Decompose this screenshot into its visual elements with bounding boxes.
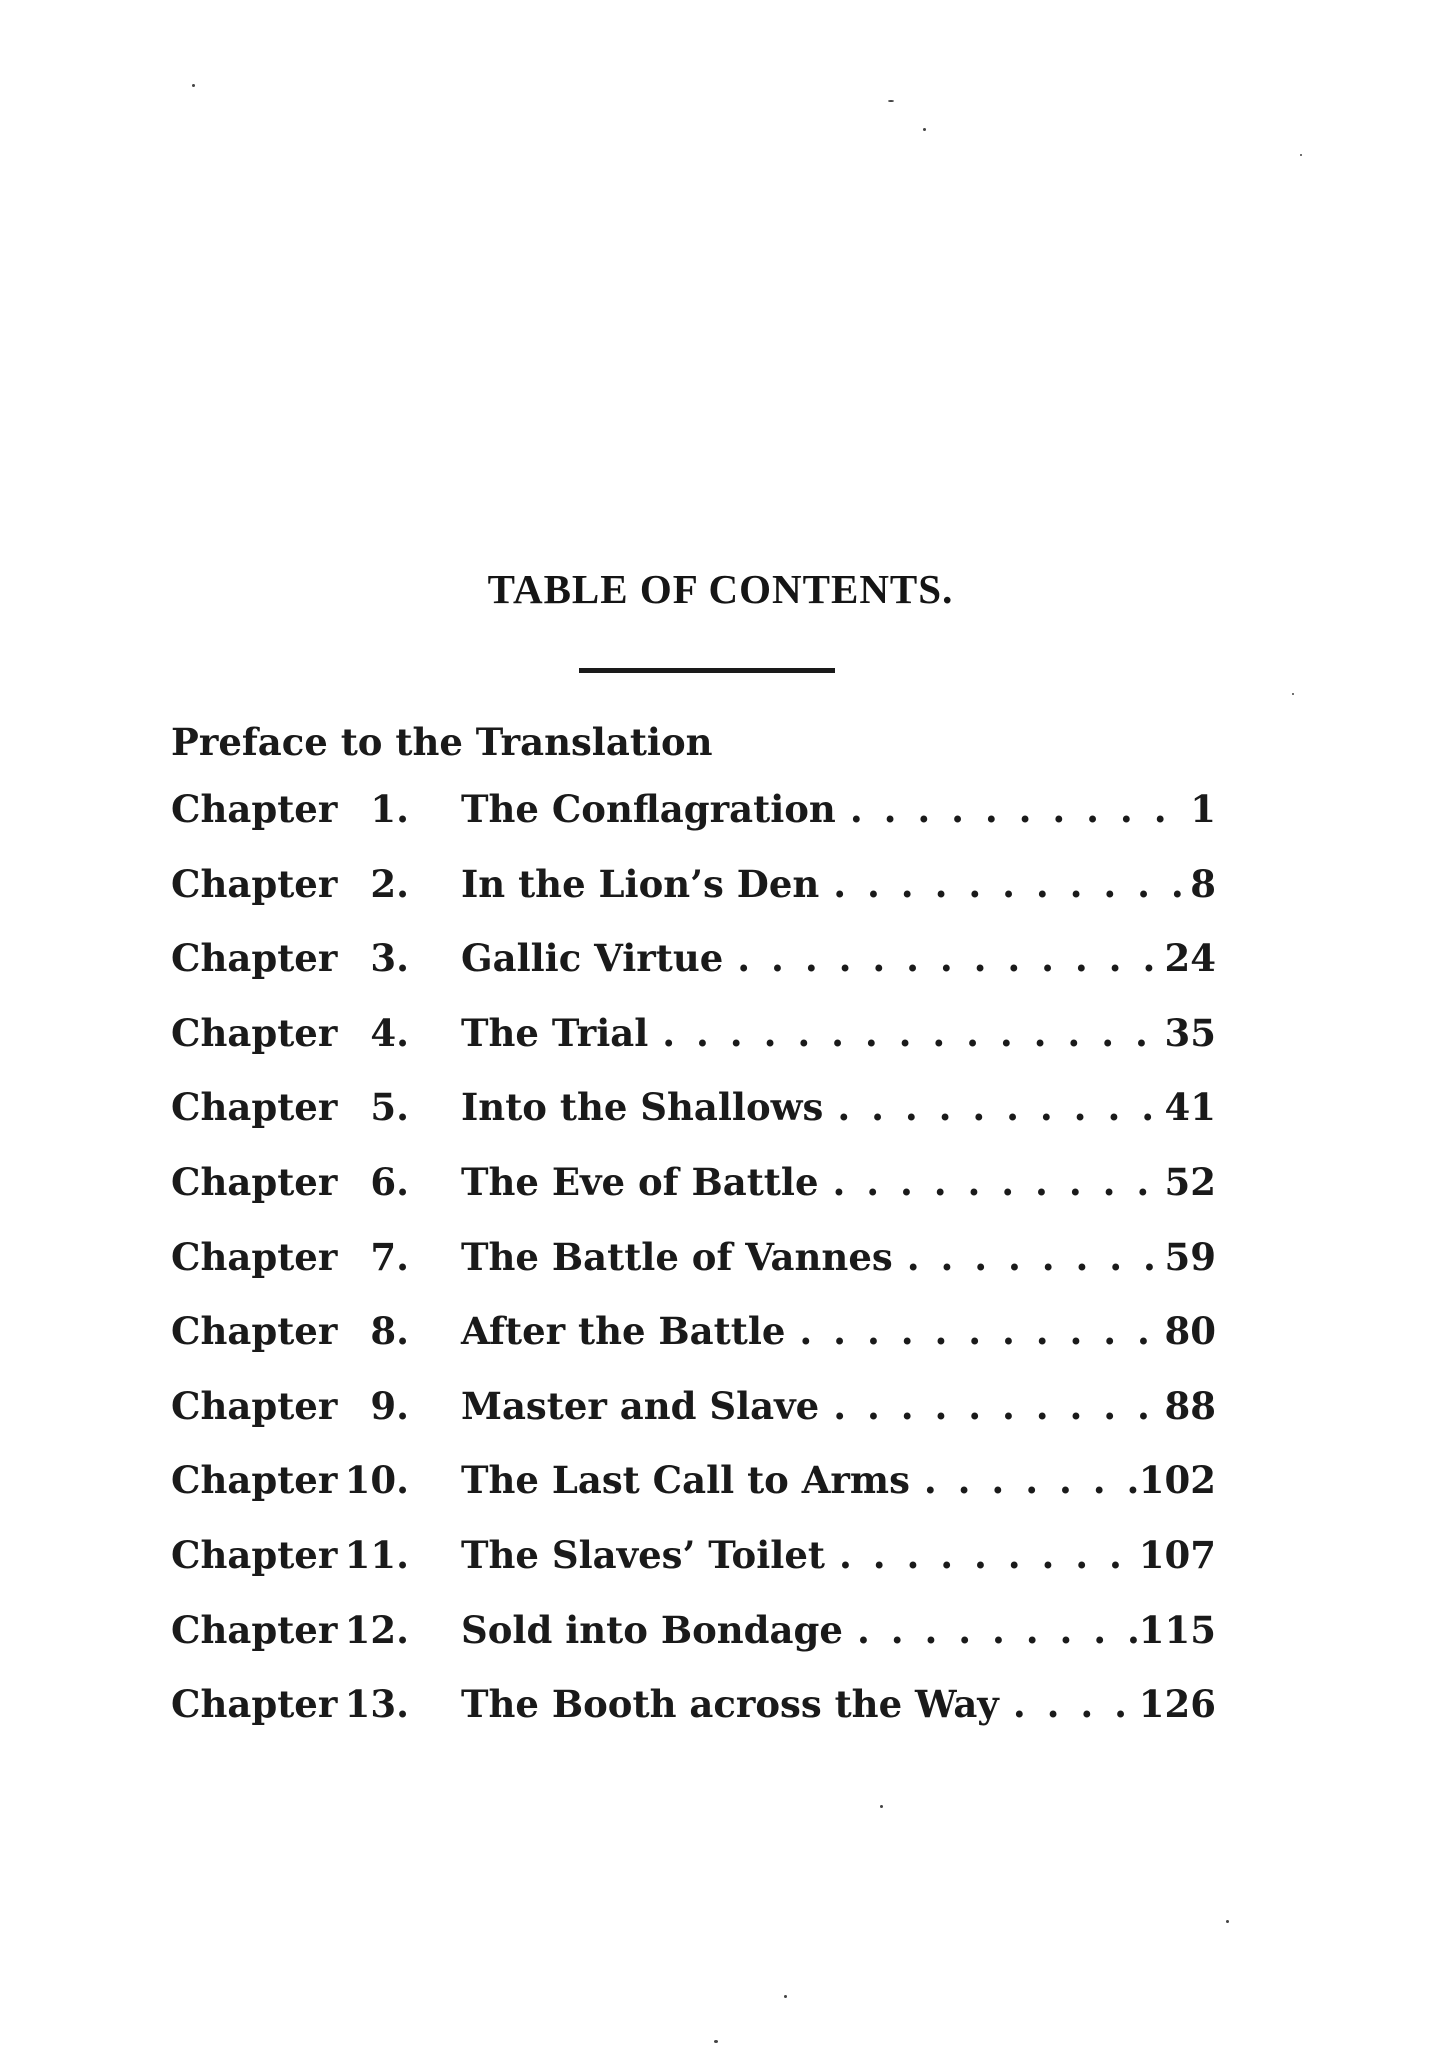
chapter-label: Chapter [171, 1532, 338, 1577]
chapter-number: 1. [370, 787, 409, 831]
chapter-number: 5. [370, 1085, 409, 1130]
chapter-entry-2[interactable] [171, 847, 1216, 922]
chapter-title: The Slaves’ Toilet [461, 1532, 825, 1577]
dot-leader [823, 1070, 1164, 1145]
chapter-number: 4. [370, 1010, 409, 1055]
page-number: 1 [1190, 787, 1216, 831]
scan-speck [784, 1995, 787, 1998]
scan-speck [1300, 154, 1302, 156]
scan-speck [888, 100, 894, 102]
chapter-label: Chapter [171, 936, 338, 981]
chapter-list [171, 772, 1216, 1742]
page-number: 115 [1138, 1607, 1216, 1652]
chapter-title: The Conflagration [461, 787, 836, 831]
chapter-title: Gallic Virtue [461, 936, 724, 981]
dot-leader [910, 1443, 1139, 1518]
page-number: 80 [1164, 1309, 1216, 1354]
dot-leader [836, 772, 1190, 847]
dot-leader [999, 1667, 1139, 1742]
chapter-title: The Trial [461, 1010, 649, 1055]
chapter-title: Sold into Bondage [461, 1607, 843, 1652]
chapter-number: 13. [344, 1682, 409, 1727]
chapter-entry-10[interactable] [171, 1443, 1216, 1518]
dot-leader [648, 996, 1164, 1071]
chapter-title: The Last Call to Arms [461, 1458, 910, 1503]
chapter-number: 8. [370, 1309, 409, 1354]
chapter-label: Chapter [171, 1085, 338, 1130]
dot-leader [818, 1145, 1164, 1220]
chapter-title: The Battle of Vannes [461, 1234, 893, 1279]
chapter-entry-12[interactable] [171, 1593, 1216, 1668]
chapter-title: Into the Shallows [461, 1085, 824, 1130]
chapter-title: The Eve of Battle [461, 1159, 819, 1204]
chapter-entry-5[interactable] [171, 1070, 1216, 1145]
scan-speck [923, 128, 926, 131]
dot-leader [785, 1294, 1164, 1369]
dot-leader [819, 847, 1190, 922]
page-number: 52 [1164, 1159, 1216, 1204]
chapter-label: Chapter [171, 861, 338, 906]
chapter-entry-6[interactable] [171, 1145, 1216, 1220]
title-rule [579, 668, 835, 673]
chapter-title: Master and Slave [461, 1383, 820, 1428]
chapter-number: 6. [370, 1159, 409, 1204]
scan-speck [192, 84, 195, 87]
dot-leader [843, 1593, 1139, 1668]
chapter-label: Chapter [171, 1010, 338, 1055]
page-number: 126 [1138, 1682, 1216, 1727]
chapter-label: Chapter [171, 1159, 338, 1204]
chapter-title: The Booth across the Way [461, 1682, 999, 1727]
scan-speck [1226, 1920, 1229, 1923]
chapter-label: Chapter [171, 1458, 338, 1503]
dot-leader [723, 921, 1164, 996]
chapter-entry-3[interactable] [171, 921, 1216, 996]
chapter-number: 12. [344, 1607, 409, 1652]
dot-leader [819, 1369, 1164, 1444]
chapter-entry-11[interactable] [171, 1518, 1216, 1593]
dot-leader [825, 1518, 1139, 1593]
chapter-number: 10. [344, 1458, 409, 1503]
page-number: 107 [1138, 1532, 1216, 1577]
chapter-label: Chapter [171, 1383, 338, 1428]
scan-speck [1292, 693, 1294, 695]
chapter-entry-8[interactable] [171, 1294, 1216, 1369]
chapter-number: 9. [370, 1383, 409, 1428]
table-of-contents [171, 712, 1216, 1742]
chapter-entry-9[interactable] [171, 1369, 1216, 1444]
page-number: 24 [1164, 936, 1216, 981]
chapter-label: Chapter [171, 1309, 338, 1354]
scan-speck [880, 1805, 883, 1808]
chapter-title: In the Lion’s Den [461, 861, 820, 906]
chapter-label: Chapter [171, 1682, 338, 1727]
page-number: 8 [1190, 861, 1216, 906]
chapter-number: 7. [370, 1234, 409, 1279]
chapter-number: 3. [370, 936, 409, 981]
scan-speck [714, 2040, 718, 2043]
preface-entry[interactable]: Preface to the Translation [171, 720, 713, 764]
chapter-label: Chapter [171, 787, 338, 831]
dot-leader [893, 1220, 1165, 1295]
chapter-entry-7[interactable] [171, 1220, 1216, 1295]
chapter-label: Chapter [171, 1234, 338, 1279]
chapter-number: 11. [344, 1532, 409, 1577]
chapter-title: After the Battle [461, 1309, 786, 1354]
page-title: TABLE OF CONTENTS. [487, 566, 954, 612]
page-number: 102 [1138, 1458, 1216, 1503]
page-number: 88 [1164, 1383, 1216, 1428]
chapter-entry-1[interactable] [171, 772, 1216, 847]
chapter-entry-4[interactable] [171, 996, 1216, 1071]
page-number: 59 [1164, 1234, 1216, 1279]
chapter-label: Chapter [171, 1607, 338, 1652]
chapter-entry-13[interactable] [171, 1667, 1216, 1742]
page-number: 35 [1164, 1010, 1216, 1055]
page-number: 41 [1164, 1085, 1216, 1130]
chapter-number: 2. [370, 861, 409, 906]
